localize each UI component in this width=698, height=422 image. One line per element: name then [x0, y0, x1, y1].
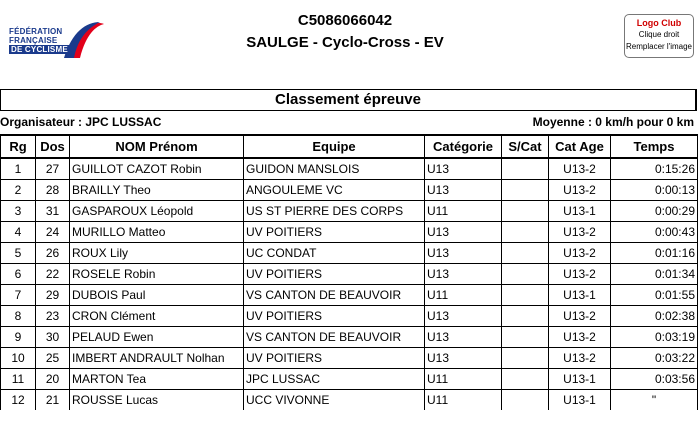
cell-equipe: UV POITIERS	[244, 264, 425, 285]
federation-line1: FÉDÉRATION	[9, 27, 63, 36]
cell-nom: ROUX Lily	[70, 243, 244, 264]
cell-nom: ROUSSE Lucas	[70, 390, 244, 411]
cell-equipe: ANGOULEME VC	[244, 180, 425, 201]
cell-categorie: U13	[425, 180, 502, 201]
cell-catage: U13-1	[549, 285, 611, 306]
results-table	[0, 134, 698, 410]
column-header-scat: S/Cat	[502, 135, 549, 158]
cell-dos: 24	[36, 222, 70, 243]
column-header-rg: Rg	[1, 135, 36, 158]
cell-catage: U13-1	[549, 369, 611, 390]
cell-equipe: VS CANTON DE BEAUVOIR	[244, 327, 425, 348]
column-header-temps: Temps	[611, 135, 698, 158]
cell-temps: 0:15:26	[611, 158, 698, 180]
cell-catage: U13-2	[549, 264, 611, 285]
cell-nom: GUILLOT CAZOT Robin	[70, 158, 244, 180]
cell-temps: 0:01:55	[611, 285, 698, 306]
cell-categorie: U13	[425, 348, 502, 369]
cell-nom: DUBOIS Paul	[70, 285, 244, 306]
cell-equipe: UV POITIERS	[244, 348, 425, 369]
club-logo-placeholder[interactable]	[624, 14, 694, 58]
cell-temps: 0:03:19	[611, 327, 698, 348]
cell-scat	[502, 158, 549, 180]
federation-logo-text	[9, 27, 70, 54]
table-row	[1, 180, 698, 201]
cell-nom: CRON Clément	[70, 306, 244, 327]
cell-equipe: JPC LUSSAC	[244, 369, 425, 390]
cell-scat	[502, 264, 549, 285]
cell-temps: 0:01:16	[611, 243, 698, 264]
cell-temps: 0:00:13	[611, 180, 698, 201]
cell-catage: U13-2	[549, 180, 611, 201]
cell-catage: U13-2	[549, 158, 611, 180]
cell-catage: U13-1	[549, 390, 611, 411]
cell-categorie: U13	[425, 264, 502, 285]
cell-rg: 6	[1, 264, 36, 285]
cell-catage: U13-1	[549, 201, 611, 222]
table-row	[1, 243, 698, 264]
cell-nom: MARTON Tea	[70, 369, 244, 390]
cell-dos: 31	[36, 201, 70, 222]
cell-equipe: UCC VIVONNE	[244, 390, 425, 411]
cell-nom: IMBERT ANDRAULT Nolhan	[70, 348, 244, 369]
cell-categorie: U13	[425, 222, 502, 243]
table-row	[1, 348, 698, 369]
club-logo-hint: Clique droit	[638, 30, 680, 39]
table-row	[1, 158, 698, 180]
table-row	[1, 264, 698, 285]
cell-temps: 0:03:56	[611, 369, 698, 390]
cell-rg: 1	[1, 158, 36, 180]
cell-temps: 0:00:43	[611, 222, 698, 243]
cell-catage: U13-2	[549, 327, 611, 348]
event-header	[180, 10, 510, 54]
table-row	[1, 306, 698, 327]
cell-nom: MURILLO Matteo	[70, 222, 244, 243]
cell-nom: ROSELE Robin	[70, 264, 244, 285]
cell-dos: 26	[36, 243, 70, 264]
cell-temps: "	[611, 390, 698, 411]
cell-temps: 0:03:22	[611, 348, 698, 369]
moyenne-label: Moyenne : 0 km/h pour 0 km	[532, 115, 694, 129]
cell-scat	[502, 222, 549, 243]
classement-title: Classement épreuve	[0, 89, 697, 111]
cell-dos: 30	[36, 327, 70, 348]
cell-dos: 27	[36, 158, 70, 180]
club-logo-title: Logo Club	[636, 18, 682, 28]
table-row	[1, 369, 698, 390]
table-row	[1, 327, 698, 348]
cell-scat	[502, 390, 549, 411]
column-header-nom: NOM Prénom	[70, 135, 244, 158]
column-header-categorie: Catégorie	[425, 135, 502, 158]
event-title: SAULGE - Cyclo-Cross - EV	[246, 34, 444, 51]
column-header-equipe: Equipe	[244, 135, 425, 158]
cell-scat	[502, 180, 549, 201]
cell-dos: 22	[36, 264, 70, 285]
cell-temps: 0:00:29	[611, 201, 698, 222]
cell-scat	[502, 327, 549, 348]
cell-rg: 8	[1, 306, 36, 327]
cell-catage: U13-2	[549, 306, 611, 327]
cell-categorie: U13	[425, 306, 502, 327]
cell-categorie: U11	[425, 369, 502, 390]
cell-scat	[502, 243, 549, 264]
club-logo-hint-2: Remplacer l'image	[626, 42, 692, 51]
cell-rg: 9	[1, 327, 36, 348]
cell-scat	[502, 348, 549, 369]
cell-nom: PELAUD Ewen	[70, 327, 244, 348]
cell-equipe: UV POITIERS	[244, 222, 425, 243]
cell-temps: 0:02:38	[611, 306, 698, 327]
cell-equipe: UC CONDAT	[244, 243, 425, 264]
cell-scat	[502, 369, 549, 390]
table-row	[1, 201, 698, 222]
cell-categorie: U13	[425, 327, 502, 348]
cell-categorie: U11	[425, 390, 502, 411]
cell-dos: 21	[36, 390, 70, 411]
cell-temps: 0:01:34	[611, 264, 698, 285]
federation-line3: DE CYCLISME	[11, 45, 68, 54]
cell-nom: BRAILLY Theo	[70, 180, 244, 201]
cell-rg: 4	[1, 222, 36, 243]
event-code: C5086066042	[297, 12, 393, 29]
cell-scat	[502, 201, 549, 222]
column-header-dos: Dos	[36, 135, 70, 158]
cell-categorie: U11	[425, 285, 502, 306]
table-row	[1, 285, 698, 306]
cell-rg: 3	[1, 201, 36, 222]
cell-equipe: US ST PIERRE DES CORPS	[244, 201, 425, 222]
cell-dos: 29	[36, 285, 70, 306]
table-row	[1, 390, 698, 411]
cell-categorie: U13	[425, 158, 502, 180]
cell-nom: GASPAROUX Léopold	[70, 201, 244, 222]
cell-equipe: UV POITIERS	[244, 306, 425, 327]
cell-categorie: U11	[425, 201, 502, 222]
cell-rg: 12	[1, 390, 36, 411]
cell-rg: 7	[1, 285, 36, 306]
cell-rg: 11	[1, 369, 36, 390]
cell-dos: 23	[36, 306, 70, 327]
cell-rg: 2	[1, 180, 36, 201]
cell-catage: U13-2	[549, 222, 611, 243]
table-row	[1, 222, 698, 243]
cell-scat	[502, 306, 549, 327]
cell-catage: U13-2	[549, 348, 611, 369]
table-header-row	[1, 135, 698, 158]
cell-dos: 25	[36, 348, 70, 369]
cell-rg: 10	[1, 348, 36, 369]
cell-dos: 20	[36, 369, 70, 390]
cell-categorie: U13	[425, 243, 502, 264]
organisateur-label: Organisateur : JPC LUSSAC	[0, 115, 162, 129]
federation-line2: FRANÇAISE	[9, 36, 58, 45]
cell-equipe: VS CANTON DE BEAUVOIR	[244, 285, 425, 306]
cell-rg: 5	[1, 243, 36, 264]
column-header-catage: Cat Age	[549, 135, 611, 158]
cell-equipe: GUIDON MANSLOIS	[244, 158, 425, 180]
cell-catage: U13-2	[549, 243, 611, 264]
cell-dos: 28	[36, 180, 70, 201]
cell-scat	[502, 285, 549, 306]
